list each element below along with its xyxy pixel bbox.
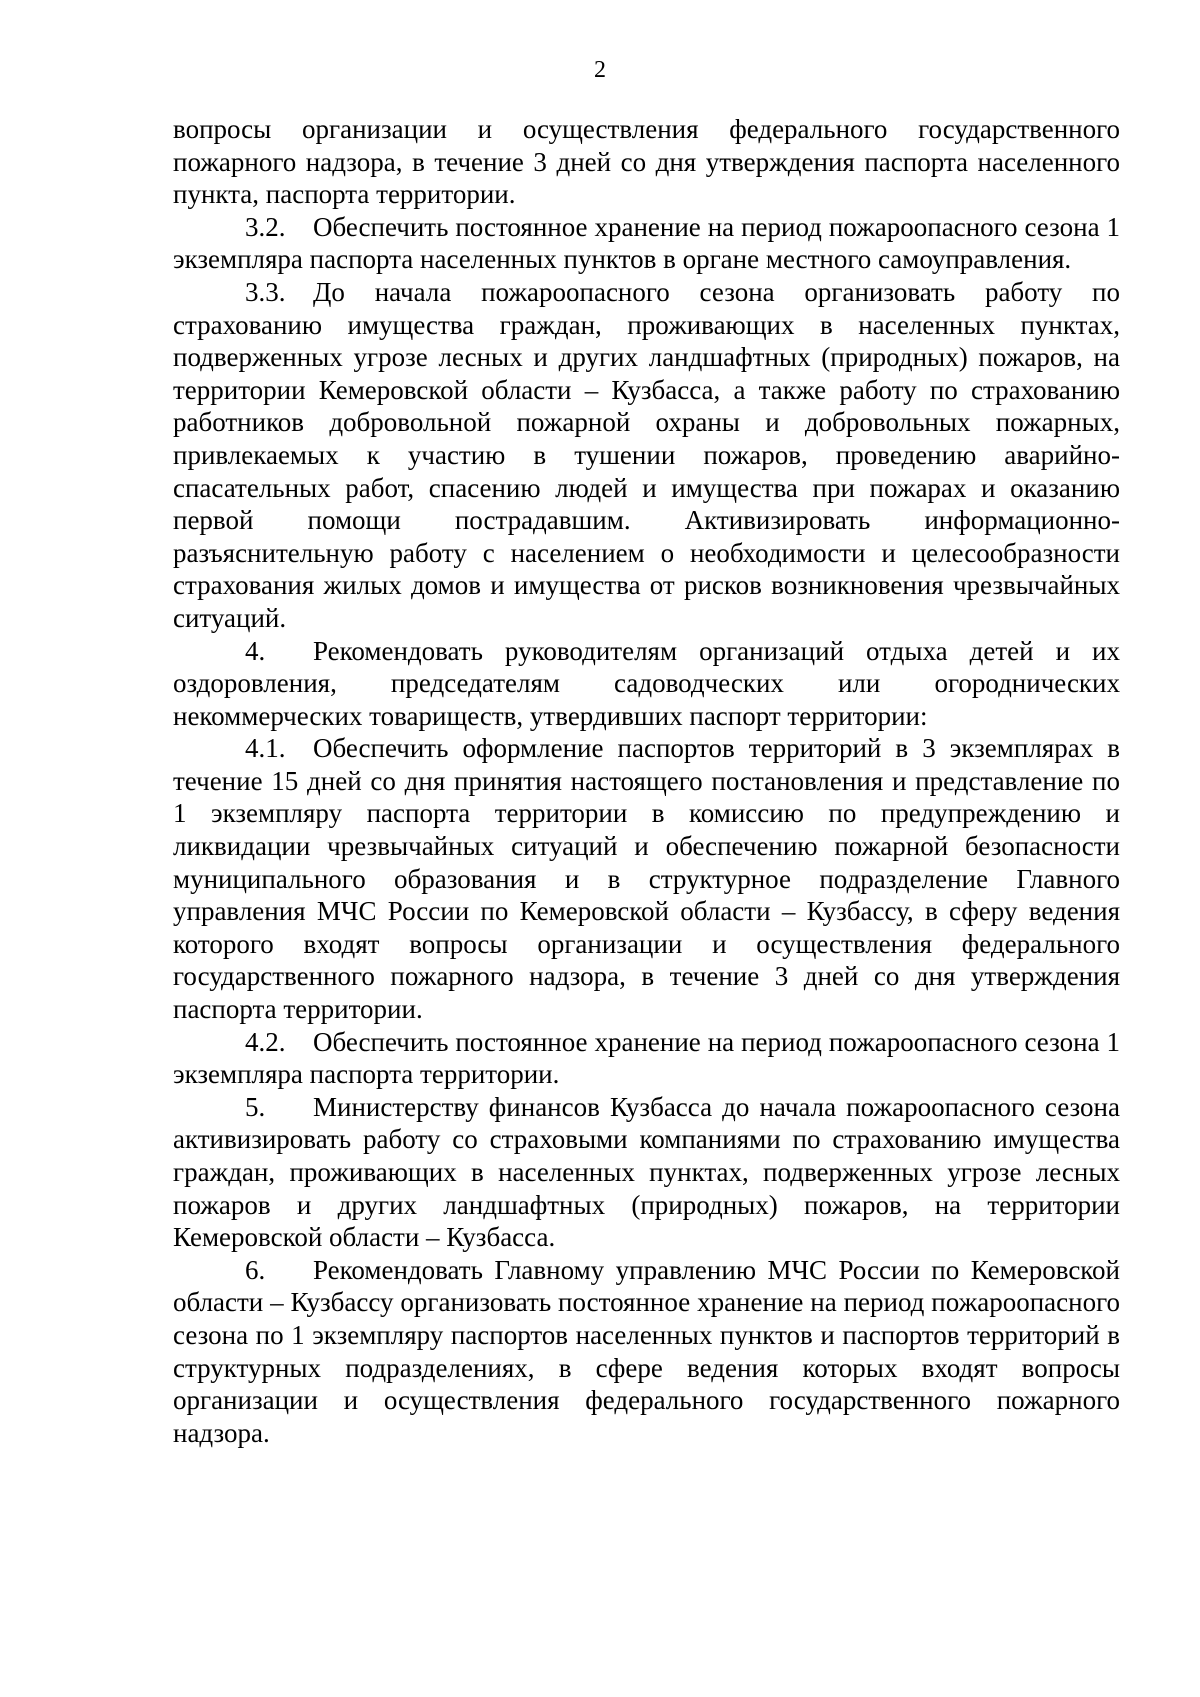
paragraph-continuation xyxy=(173,113,1120,211)
paragraph-text: вопросы организации и осуществления федерального государственного пожарного надзора, в течение 3 дней со дня утверждения паспорта населенного пункта, паспорта территории. xyxy=(173,114,1120,210)
paragraph-text: Обеспечить постоянное хранение на период пожароопасного сезона 1 экземпляра паспорта населенных пунктов в органе местного самоуправления. xyxy=(173,211,1120,275)
paragraph-text: Обеспечить постоянное хранение на период пожароопасного сезона 1 экземпляра паспорта территории. xyxy=(173,1026,1120,1090)
paragraph-number: 4. xyxy=(245,635,266,666)
paragraph-5 xyxy=(173,1091,1120,1254)
paragraph-6 xyxy=(173,1254,1120,1450)
paragraph-4-1 xyxy=(173,732,1120,1025)
page-number: 2 xyxy=(594,57,606,83)
paragraph-number: 3.2. xyxy=(245,211,286,242)
document-body xyxy=(173,113,1120,1449)
paragraph-4-2 xyxy=(173,1026,1120,1091)
paragraph-number: 4.2. xyxy=(245,1026,286,1057)
paragraph-3-3 xyxy=(173,276,1120,635)
paragraph-number: 3.3. xyxy=(245,276,286,307)
paragraph-4 xyxy=(173,635,1120,733)
paragraph-3-2 xyxy=(173,211,1120,276)
paragraph-text: Обеспечить оформление паспортов территорий в 3 экземплярах в течение 15 дней со дня принятия настоящего постановления и представление по 1 экземпляру паспорта территории в комиссию по предупреждению и ликвидации чрезвычайных ситуаций и обеспечению пожарной безопасности муниципального образования и в структурное подразделение Главного управления МЧС России по Кемеровской области – Кузбассу, в сферу ведения которого входят вопросы организации и осуществления федерального государственного пожарного надзора, в течение 3 дней со дня утверждения паспорта территории. xyxy=(173,733,1120,1025)
paragraph-number: 5. xyxy=(245,1091,266,1122)
paragraph-text: Рекомендовать руководителям организаций отдыха детей и их оздоровления, председателям садоводческих или огороднических некоммерческих товариществ, утвердивших паспорт территории: xyxy=(173,635,1120,731)
paragraph-number: 4.1. xyxy=(245,733,286,764)
paragraph-text: Рекомендовать Главному управлению МЧС России по Кемеровской области – Кузбассу организовать постоянное хранение на период пожароопасного сезона по 1 экземпляру паспортов населенных пунктов и паспортов территорий в структурных подразделениях, в сфере ведения которых входят вопросы организации и осуществления федерального государственного пожарного надзора. xyxy=(173,1254,1120,1448)
paragraph-text: Министерству финансов Кузбасса до начала пожароопасного сезона активизировать работу со страховыми компаниями по страхованию имущества граждан, проживающих в населенных пунктах, подверженных угрозе лесных пожаров и других ландшафтных (природных) пожаров, на территории Кемеровской области – Кузбасса. xyxy=(173,1091,1120,1253)
paragraph-number: 6. xyxy=(245,1254,266,1285)
paragraph-text: До начала пожароопасного сезона организовать работу по страхованию имущества граждан, проживающих в населенных пунктах, подверженных угрозе лесных и других ландшафтных (природных) пожаров, на территории Кемеровской области – Кузбасса, а также работу по страхованию работников добровольной пожарной охраны и добровольных пожарных, привлекаемых к участию в тушении пожаров, проведению аварийно-спасательных работ, спасению людей и имущества при пожарах и оказанию первой помощи пострадавшим. Активизировать информационно-разъяснительную работу с населением о необходимости и целесообразности страхования жилых домов и имущества от рисков возникновения чрезвычайных ситуаций. xyxy=(173,276,1120,633)
